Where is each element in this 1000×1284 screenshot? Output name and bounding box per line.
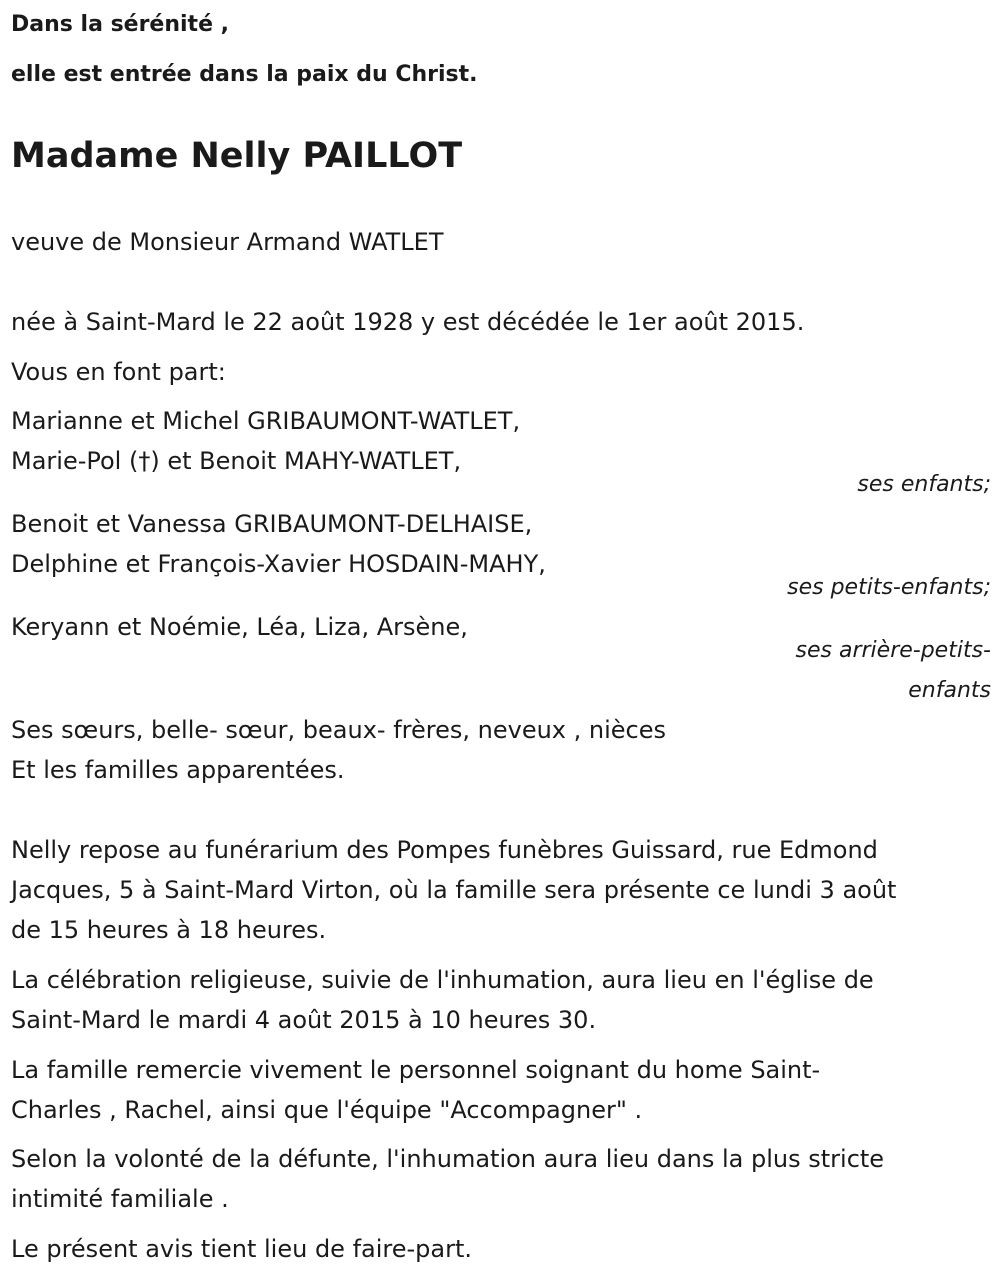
obituary-notice [11,0,991,1284]
others-line-2: Et les familles apparentées. [11,756,345,784]
ceremony-line-1: La célébration religieuse, suivie de l'inhumation, aura lieu en l'église de [11,966,874,994]
thanks-line-1: La famille remercie vivement le personnel soignant du home Saint- [11,1056,821,1084]
birth-death-line: née à Saint-Mard le 22 août 1928 y est décédée le 1er août 2015. [11,308,805,336]
great-grandchildren-role-label-1: ses arrière-petits- [795,638,991,663]
deceased-name: Madame Nelly PAILLOT [11,136,463,176]
thanks-line-2: Charles , Rachel, ainsi que l'équipe "Accompagner" . [11,1096,643,1124]
ceremony-line-2: Saint-Mard le mardi 4 août 2015 à 10 heures 30. [11,1006,597,1034]
children-line-2: Marie-Pol (†) et Benoit MAHY-WATLET, [11,447,462,475]
great-grandchildren-line: Keryann et Noémie, Léa, Liza, Arsène, [11,613,468,641]
intro-line-2: elle est entrée dans la paix du Christ. [11,62,478,87]
announce-line: Vous en font part: [11,358,226,386]
grandchildren-line-2: Delphine et François-Xavier HOSDAIN-MAHY, [11,550,546,578]
others-line-1: Ses sœurs, belle- sœur, beaux- frères, neveux , nièces [11,716,666,744]
children-role-label: ses enfants; [857,472,991,497]
closing-line: Le présent avis tient lieu de faire-part. [11,1235,473,1263]
grandchildren-role-label: ses petits-enfants; [787,575,991,600]
children-line-1: Marianne et Michel GRIBAUMONT-WATLET, [11,407,521,435]
visitation-line-1: Nelly repose au funérarium des Pompes funèbres Guissard, rue Edmond [11,836,878,864]
widow-of-line: veuve de Monsieur Armand WATLET [11,228,444,256]
intro-line-1: Dans la sérénité , [11,12,230,37]
grandchildren-line-1: Benoit et Vanessa GRIBAUMONT-DELHAISE, [11,510,533,538]
privacy-line-2: intimité familiale . [11,1185,229,1213]
visitation-line-2: Jacques, 5 à Saint-Mard Virton, où la famille sera présente ce lundi 3 août [11,876,897,904]
great-grandchildren-role-label-2: enfants [908,678,991,703]
visitation-line-3: de 15 heures à 18 heures. [11,916,327,944]
privacy-line-1: Selon la volonté de la défunte, l'inhumation aura lieu dans la plus stricte [11,1145,885,1173]
